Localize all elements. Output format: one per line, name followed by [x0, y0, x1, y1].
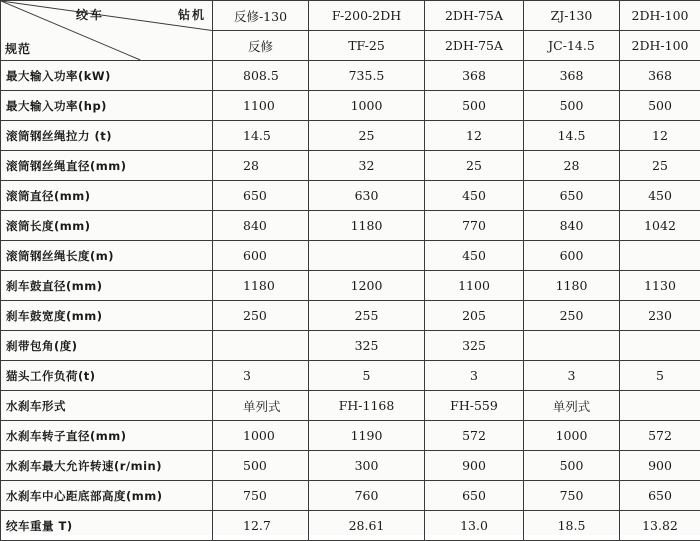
table-cell: 单列式 [524, 391, 620, 421]
table-cell: 500 [425, 91, 524, 121]
table-cell: 750 [524, 481, 620, 511]
table-cell: 450 [425, 241, 524, 271]
table-cell: 18.5 [524, 511, 620, 541]
header-row-rigs [1, 1, 700, 31]
table-cell: 5 [309, 361, 425, 391]
table-cell: 14.5 [213, 121, 309, 151]
row-label: 水刹车最大允许转速(r/min) [1, 451, 213, 481]
table-cell: 230 [620, 301, 700, 331]
header-corner-cell [1, 1, 213, 61]
table-cell: 3 [213, 361, 309, 391]
table-row [1, 481, 700, 511]
table-cell: 3 [524, 361, 620, 391]
table-cell: 325 [425, 331, 524, 361]
rig-header: 2DH-100 [620, 1, 700, 31]
table-cell: 500 [213, 451, 309, 481]
table-cell: 12 [620, 121, 700, 151]
table-cell: 3 [425, 361, 524, 391]
table-cell: 25 [620, 151, 700, 181]
row-label: 绞车重量 T) [1, 511, 213, 541]
table-cell: 600 [524, 241, 620, 271]
table-cell: 5 [620, 361, 700, 391]
table-row [1, 451, 700, 481]
row-label: 滚筒钢丝绳拉力 (t) [1, 121, 213, 151]
table-row [1, 331, 700, 361]
table-cell: 28.61 [309, 511, 425, 541]
corner-label-winch: 绞车 [76, 6, 104, 23]
row-label: 刹车鼓宽度(mm) [1, 301, 213, 331]
table-cell [309, 241, 425, 271]
table-cell [620, 331, 700, 361]
table-cell: 1100 [213, 91, 309, 121]
table-cell [524, 331, 620, 361]
winch-header: 反修 [213, 31, 309, 61]
table-cell: 13.0 [425, 511, 524, 541]
row-label: 滚筒长度(mm) [1, 211, 213, 241]
table-row [1, 151, 700, 181]
row-label: 滚筒钢丝绳长度(m) [1, 241, 213, 271]
table-cell: 900 [425, 451, 524, 481]
table-cell: 13.82 [620, 511, 700, 541]
row-label: 水刹车中心距底部高度(mm) [1, 481, 213, 511]
table-cell: 630 [309, 181, 425, 211]
table-row [1, 391, 700, 421]
table-cell: 300 [309, 451, 425, 481]
table-cell: 1130 [620, 271, 700, 301]
table-cell: 450 [425, 181, 524, 211]
table-cell: 12 [425, 121, 524, 151]
table-cell: 650 [213, 181, 309, 211]
table-cell: 1180 [309, 211, 425, 241]
table-cell: 500 [524, 91, 620, 121]
table-cell [620, 391, 700, 421]
rig-header: 反修-130 [213, 1, 309, 31]
table-cell: 1100 [425, 271, 524, 301]
corner-label-spec: 规范 [5, 40, 31, 57]
table-cell: 250 [524, 301, 620, 331]
table-row [1, 211, 700, 241]
table-cell: 28 [524, 151, 620, 181]
table-row [1, 241, 700, 271]
table-cell: 1180 [524, 271, 620, 301]
table-cell: 900 [620, 451, 700, 481]
winch-header: TF-25 [309, 31, 425, 61]
table-cell: 840 [213, 211, 309, 241]
winch-header: 2DH-75A [425, 31, 524, 61]
table-cell: 单列式 [213, 391, 309, 421]
row-label: 水刹车转子直径(mm) [1, 421, 213, 451]
rig-header: ZJ-130 [524, 1, 620, 31]
table-cell: 600 [213, 241, 309, 271]
table-cell: 1000 [309, 91, 425, 121]
table-cell: 1042 [620, 211, 700, 241]
row-label: 刹带包角(度) [1, 331, 213, 361]
table-row [1, 121, 700, 151]
table-cell: 12.7 [213, 511, 309, 541]
rig-header: 2DH-75A [425, 1, 524, 31]
table-cell: 1200 [309, 271, 425, 301]
table-cell: 28 [213, 151, 309, 181]
table-cell: 450 [620, 181, 700, 211]
table-cell: 368 [620, 61, 700, 91]
rig-header: F-200-2DH [309, 1, 425, 31]
table-cell: 250 [213, 301, 309, 331]
table-cell [213, 331, 309, 361]
table-cell: FH-1168 [309, 391, 425, 421]
winch-header: 2DH-100 [620, 31, 700, 61]
row-label: 最大输入功率(hp) [1, 91, 213, 121]
table-cell: 1180 [213, 271, 309, 301]
table-row [1, 511, 700, 541]
table-cell: 500 [524, 451, 620, 481]
table-cell: 325 [309, 331, 425, 361]
winch-header: JC-14.5 [524, 31, 620, 61]
table-cell: 650 [620, 481, 700, 511]
table-cell: 32 [309, 151, 425, 181]
table-cell: 735.5 [309, 61, 425, 91]
table-cell: 840 [524, 211, 620, 241]
table-row [1, 301, 700, 331]
table-cell: 368 [524, 61, 620, 91]
row-label: 滚筒直径(mm) [1, 181, 213, 211]
corner-label-rig: 钻机 [178, 6, 206, 23]
table-row [1, 361, 700, 391]
table-cell: 1000 [524, 421, 620, 451]
table-row [1, 61, 700, 91]
table-cell: 1190 [309, 421, 425, 451]
table-cell: 808.5 [213, 61, 309, 91]
table-cell: 750 [213, 481, 309, 511]
table-cell: 25 [425, 151, 524, 181]
row-label: 最大输入功率(kW) [1, 61, 213, 91]
table-cell: 650 [524, 181, 620, 211]
table-cell: 368 [425, 61, 524, 91]
table-cell: 255 [309, 301, 425, 331]
table-cell: 500 [620, 91, 700, 121]
table-row [1, 421, 700, 451]
table-cell: 25 [309, 121, 425, 151]
row-label: 刹车鼓直径(mm) [1, 271, 213, 301]
row-label: 猫头工作负荷(t) [1, 361, 213, 391]
table-row [1, 91, 700, 121]
table-cell: 760 [309, 481, 425, 511]
table-row [1, 271, 700, 301]
table-cell: 650 [425, 481, 524, 511]
table-cell: 572 [620, 421, 700, 451]
row-label: 滚筒钢丝绳直径(mm) [1, 151, 213, 181]
table-row [1, 181, 700, 211]
table-cell: 770 [425, 211, 524, 241]
table-cell [620, 241, 700, 271]
row-label: 水刹车形式 [1, 391, 213, 421]
table-cell: 205 [425, 301, 524, 331]
table-cell: 572 [425, 421, 524, 451]
table-cell: 1000 [213, 421, 309, 451]
table-cell: 14.5 [524, 121, 620, 151]
table-cell: FH-559 [425, 391, 524, 421]
